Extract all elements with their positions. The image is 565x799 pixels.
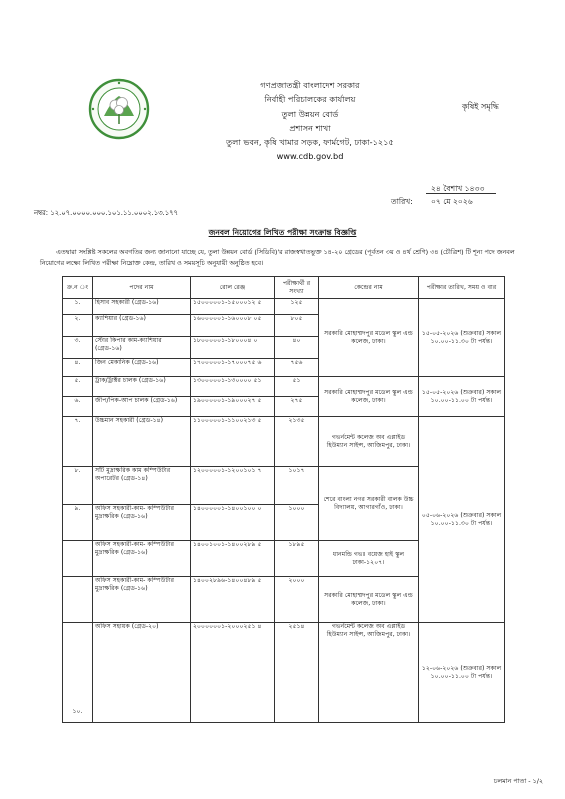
row-sl: ১০.	[63, 623, 93, 723]
website: www.cdb.gov.bd	[276, 151, 344, 161]
exam-center: গভর্নমেন্ট কলেজ অব এপ্লাইড হিউম্যান সাইন্স, আজিমপুর, ঢাকা।	[319, 623, 419, 723]
row-post: সাঁট মুদ্রাক্ষরিক কাম কম্পিউটার অপারেটর (গ্রেড-১৪)	[93, 467, 191, 505]
office-name: নির্বাহী পরিচালকের কার্যালয়	[264, 94, 356, 104]
row-sl: ২.	[63, 315, 93, 337]
exam-datetime: ০৫-০৬-২০২৬ (শুক্রবার) সকাল ১০.০০-১১.৩০ টা পর্যন্ত।	[419, 417, 505, 623]
table-row	[63, 377, 505, 397]
address: তুলা ভবন, কৃষি খামার সড়ক, ফার্মগেট, ঢাকা-১২১৫	[226, 137, 394, 147]
exam-center: সরকারি মোহাম্মদপুর মডেল স্কুল এন্ড কলেজ, ঢাকা।	[319, 299, 419, 377]
row-count: ২১৩৫	[275, 417, 319, 467]
board-name: তুলা উন্নয়ন বোর্ড	[281, 109, 339, 119]
exam-center: সরকারি মোহাম্মদপুর মডেল স্কুল এন্ড কলেজ, ঢাকা।	[319, 577, 419, 623]
exam-center: সরকারি মোহাম্মদপুর মডেল স্কুল এন্ড কলেজ, ঢাকা।	[319, 377, 419, 417]
row-count: ১০০০	[275, 505, 319, 541]
motto: কৃষিই সমৃদ্ধি	[462, 102, 499, 111]
row-count: ৮০৫	[275, 315, 319, 337]
row-roll: ১৮০০০০০১-১৮০০০৪ ০	[191, 337, 275, 359]
row-roll: ১২০০০০০১-১২০০১০১ ৭	[191, 467, 275, 505]
exam-datetime: ১২-০৬-২০২৬ (শুক্রবার) সকাল ১০.০০-১১.০০ টা পর্যন্ত।	[419, 623, 505, 723]
row-roll: ১৭০০০০০১-১৭০০০৭৫ ৬	[191, 359, 275, 377]
row-sl: ৬.	[63, 397, 93, 417]
row-roll: ১৪০০২৮৯৬-১৪০০৪৮৯ ৫	[191, 577, 275, 623]
table-row	[63, 623, 505, 723]
row-count: ২৫১৪	[275, 623, 319, 723]
col-header-datetime: পরীক্ষার তারিখ, সময় ও বার	[419, 277, 505, 299]
row-post: স্টোর কিপার কাম-ক্যাশিয়ার (গ্রেড-১৬)	[93, 337, 191, 359]
row-post: হিসাব সহকারী (গ্রেড-১৬)	[93, 299, 191, 315]
row-roll: ১৬০০০০০১-১৬০০০৮ ০৫	[191, 315, 275, 337]
row-sl: ৩.	[63, 337, 93, 359]
table-row	[63, 299, 505, 315]
col-header-count: পরীক্ষার্থী র সংখ্যা	[275, 277, 319, 299]
row-post: উচ্চমান সহকারী (গ্রেড-১৪)	[93, 417, 191, 467]
row-sl	[63, 577, 93, 623]
row-sl: ৪.	[63, 359, 93, 377]
exam-datetime: ১৫-০৫-২০২৬ (শুক্রবার) সকাল ১০.০০-১১.৩০ টা পর্যন্ত।	[419, 299, 505, 377]
row-post: জীপ/পিক-আপ চালক (গ্রেড-১৬)	[93, 397, 191, 417]
memo-number: নম্বর: ১২.০৭.০০০০.০০০.১০১.১১.০০০২.১৩.১৭৭	[34, 209, 178, 217]
row-count: ২০০০	[275, 577, 319, 623]
date-label: তারিখ:	[391, 197, 413, 206]
body-paragraph: এতদ্বারা সংশ্লিষ্ট সকলের অবগতির জন্য জানানো যাচ্ছে যে, তুলা উন্নয়ন বোর্ড (সিডিবি)'র রাজস্বখাতভুক্ত ১৪-২০ গ্রেডের (পূর্বতন ৩য় ও ৪র্থ শ্রেণি) ৩৪ (চৌত্রিশ) টি শূন্য পদে জনবল নিয়োগের লক্ষ্যে লিখিত পরীক্ষা নিম্নোক্ত কেন্দ্র, তারিখ ও সময়সূচি অনুযায়ী অনুষ্ঠিত হবে।	[40, 248, 515, 267]
row-count: ৭৫৬	[275, 359, 319, 377]
exam-center: শেরে বাংলা নগর সরকারী বালক উচ্চ বিদ্যালয়, আগারগাঁও, ঢাকা।	[319, 467, 419, 541]
date-bangla: ২৪ বৈশাখ ১৪৩৩	[431, 184, 485, 193]
row-post: অফিস সহকারী-কাম- কম্পিউটার মুদ্রাক্ষরিক (গ্রেড-১৬)	[93, 505, 191, 541]
table-row	[63, 417, 505, 467]
row-post: অফিস সহকারী-কাম- কম্পিউটার মুদ্রাক্ষরিক (গ্রেড-১৬)	[93, 541, 191, 577]
col-header-roll: রোল রেঞ্জ	[191, 277, 275, 299]
exam-schedule-table	[62, 276, 505, 723]
row-sl	[63, 541, 93, 577]
row-sl: ১.	[63, 299, 93, 315]
cdb-logo	[88, 78, 150, 140]
row-sl: ৫.	[63, 377, 93, 397]
row-roll: ১১০০০০০১-১১০০২১৩ ৫	[191, 417, 275, 467]
row-count: ১০১৭	[275, 467, 319, 505]
exam-datetime: ১৫-০৫-২০২৬ (শুক্রবার) সকাল ১০.০০-১১.০০ টা পর্যন্ত।	[419, 377, 505, 417]
exam-center: গভর্নমেন্ট কলেজ অব এপ্লাইড হিউম্যান সাইন্স, আজিমপুর, ঢাকা।	[319, 417, 419, 467]
govt-name: গণপ্রজাতন্ত্রী বাংলাদেশ সরকার	[260, 80, 360, 90]
row-post: জিন মেকানিক (গ্রেড-১৬)	[93, 359, 191, 377]
subject: জনবল নিয়োগের লিখিত পরীক্ষা সংক্রান্ত বিজ্ঞপ্তি	[208, 228, 357, 237]
row-sl: ৭.	[63, 417, 93, 467]
section-name: প্রশাসন শাখা	[289, 123, 331, 133]
row-post: ট্রাক/ট্রাক্টর চালক (গ্রেড-১৬)	[93, 377, 191, 397]
row-roll: ১৫০০০০০১-১৫০০০১২ ৫	[191, 299, 275, 315]
page-continuation: চলমান পাতা - ১/২	[493, 777, 543, 785]
row-count: ১২৫	[275, 299, 319, 315]
row-post: অফিস সহকারী-কাম- কম্পিউটার মুদ্রাক্ষরিক (গ্রেড-১৬)	[93, 577, 191, 623]
col-header-post: পদের নাম	[93, 277, 191, 299]
row-count: ১৮৯৫	[275, 541, 319, 577]
row-roll: ১৯০০০০০১-১৯০০০২৭ ৫	[191, 397, 275, 417]
row-roll: ১৩০০০০০১-১৩০০০০ ৫১	[191, 377, 275, 397]
row-sl: ৯.	[63, 505, 93, 541]
table-header-row	[63, 277, 505, 299]
row-roll: ১৪০০০০০১-১৪০০১০০ ০	[191, 505, 275, 541]
col-header-center: কেন্দ্রের নাম	[319, 277, 419, 299]
col-header-sl: ক্র.ন ং	[63, 277, 93, 299]
row-post: অফিস সহায়ক (গ্রেড-২০)	[93, 623, 191, 723]
row-roll: ২০০০০০০১-২০০০২৫১ ৪	[191, 623, 275, 723]
row-roll: ১৪০০১০০১-১৪০০২৮৯ ৫	[191, 541, 275, 577]
row-count: ২৭৫	[275, 397, 319, 417]
exam-center: ধানমন্ডি গভঃ বয়েজ হাই স্কুল ঢাকা-১২০৭।	[319, 541, 419, 577]
row-count: ৫১	[275, 377, 319, 397]
date-divider	[426, 193, 496, 194]
date-english: ০৭ মে ২০২৬	[431, 197, 473, 206]
row-sl: ৮.	[63, 467, 93, 505]
row-count: ৪০	[275, 337, 319, 359]
row-post: ক্যাশিয়ার (গ্রেড-১৬)	[93, 315, 191, 337]
